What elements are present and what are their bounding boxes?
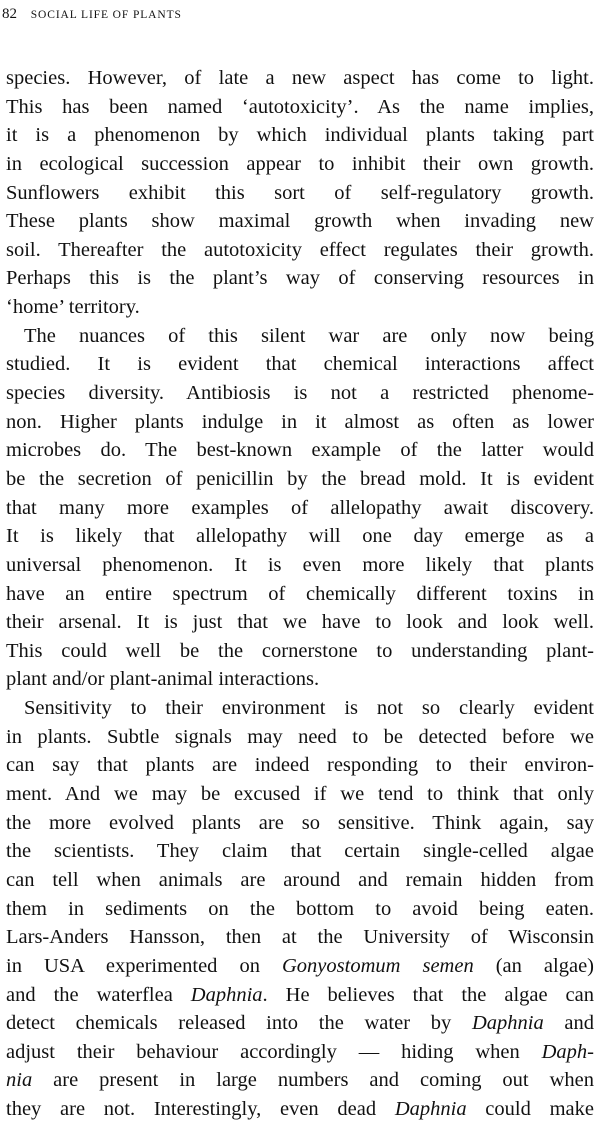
text-run: are present in large numbers and coming out when — [32, 1069, 594, 1092]
text-line: the scientists. They claim that certain single-celled algae — [6, 840, 594, 863]
text-line: species diversity. Antibiosis is not a restricted phenome- — [6, 382, 594, 405]
italic-term: Daphnia — [394, 1098, 467, 1121]
text-run: (an algae) — [473, 954, 595, 977]
text-line: in plants. Subtle signals may need to be detected before we — [6, 725, 594, 748]
text-run: and the waterflea — [6, 983, 191, 1006]
text-line — [6, 1066, 594, 1095]
text-line: soil. Thereafter the autotoxicity effect regulates their growth. — [6, 238, 594, 261]
text-run: they are not. Interestingly, even dead — [6, 1098, 395, 1121]
text-line — [6, 981, 594, 1010]
text-run: . He believes that the algae can — [262, 983, 595, 1006]
text-line: species. However, of late a new aspect has come to light. — [6, 67, 594, 89]
italic-term: nia — [6, 1069, 33, 1092]
text-line: plant and/or plant-animal interactions. — [6, 668, 320, 691]
body-text — [6, 64, 594, 1124]
text-line: This could well be the cornerstone to understanding plant- — [6, 639, 594, 662]
text-line — [6, 1095, 594, 1124]
text-line: The nuances of this silent war are only now being — [24, 324, 594, 347]
text-line: Sunflowers exhibit this sort of self-regulatory growth. — [6, 181, 594, 204]
italic-term: Gonyostomum semen — [282, 954, 474, 977]
text-line: This has been named ‘autotoxicity’. As the name implies, — [6, 95, 594, 118]
text-run: could make — [466, 1098, 594, 1121]
text-line: be the secretion of penicillin by the bread mold. It is evident — [6, 467, 594, 490]
text-line: can tell when animals are around and remain hidden from — [6, 868, 594, 891]
text-line: it is a phenomenon by which individual plants taking part — [6, 124, 594, 147]
text-line: can say that plants are indeed responding to their environ- — [6, 754, 594, 777]
page-number: 82 — [2, 6, 17, 22]
text-line: have an entire spectrum of chemically different toxins in — [6, 582, 594, 605]
text-line — [6, 952, 594, 981]
text-line: them in sediments on the bottom to avoid being eaten. — [6, 897, 594, 920]
text-line: non. Higher plants indulge in it almost as often as lower — [6, 410, 594, 433]
text-run: adjust their behaviour accordingly — hiding when — [6, 1040, 542, 1063]
text-line: their arsenal. It is just that we have to look and look well. — [6, 611, 594, 634]
running-head — [2, 3, 182, 25]
text-line: universal phenomenon. It is even more likely that plants — [6, 553, 594, 576]
text-line: in ecological succession appear to inhibit their own growth. — [6, 152, 594, 175]
running-title: SOCIAL LIFE OF PLANTS — [30, 9, 182, 21]
text-line — [6, 1038, 594, 1067]
text-line: Lars-Anders Hansson, then at the University of Wisconsin — [6, 926, 594, 949]
text-run: detect chemicals released into the water by — [6, 1012, 472, 1035]
italic-term: Daphnia — [471, 1012, 544, 1035]
text-line: It is likely that allelopathy will one day emerge as a — [6, 525, 594, 548]
text-line: ‘home’ territory. — [6, 296, 140, 319]
text-run: and — [543, 1012, 594, 1035]
text-line: These plants show maximal growth when invading new — [6, 210, 594, 233]
text-run: in USA experimented on — [6, 954, 282, 977]
text-line: microbes do. The best-known example of the latter would — [6, 439, 594, 462]
text-line: studied. It is evident that chemical interactions affect — [6, 353, 594, 376]
text-line: Sensitivity to their environment is not so clearly evident — [24, 697, 594, 720]
italic-term: Daph- — [541, 1040, 594, 1063]
text-line: that many more examples of allelopathy await discovery. — [6, 496, 594, 519]
italic-term: Daphnia — [190, 983, 263, 1006]
text-line — [6, 1009, 594, 1038]
text-line: the more evolved plants are so sensitive. Think again, say — [6, 811, 594, 834]
text-line: Perhaps this is the plant’s way of conserving resources in — [6, 267, 594, 290]
text-line: ment. And we may be excused if we tend to think that only — [6, 783, 594, 806]
